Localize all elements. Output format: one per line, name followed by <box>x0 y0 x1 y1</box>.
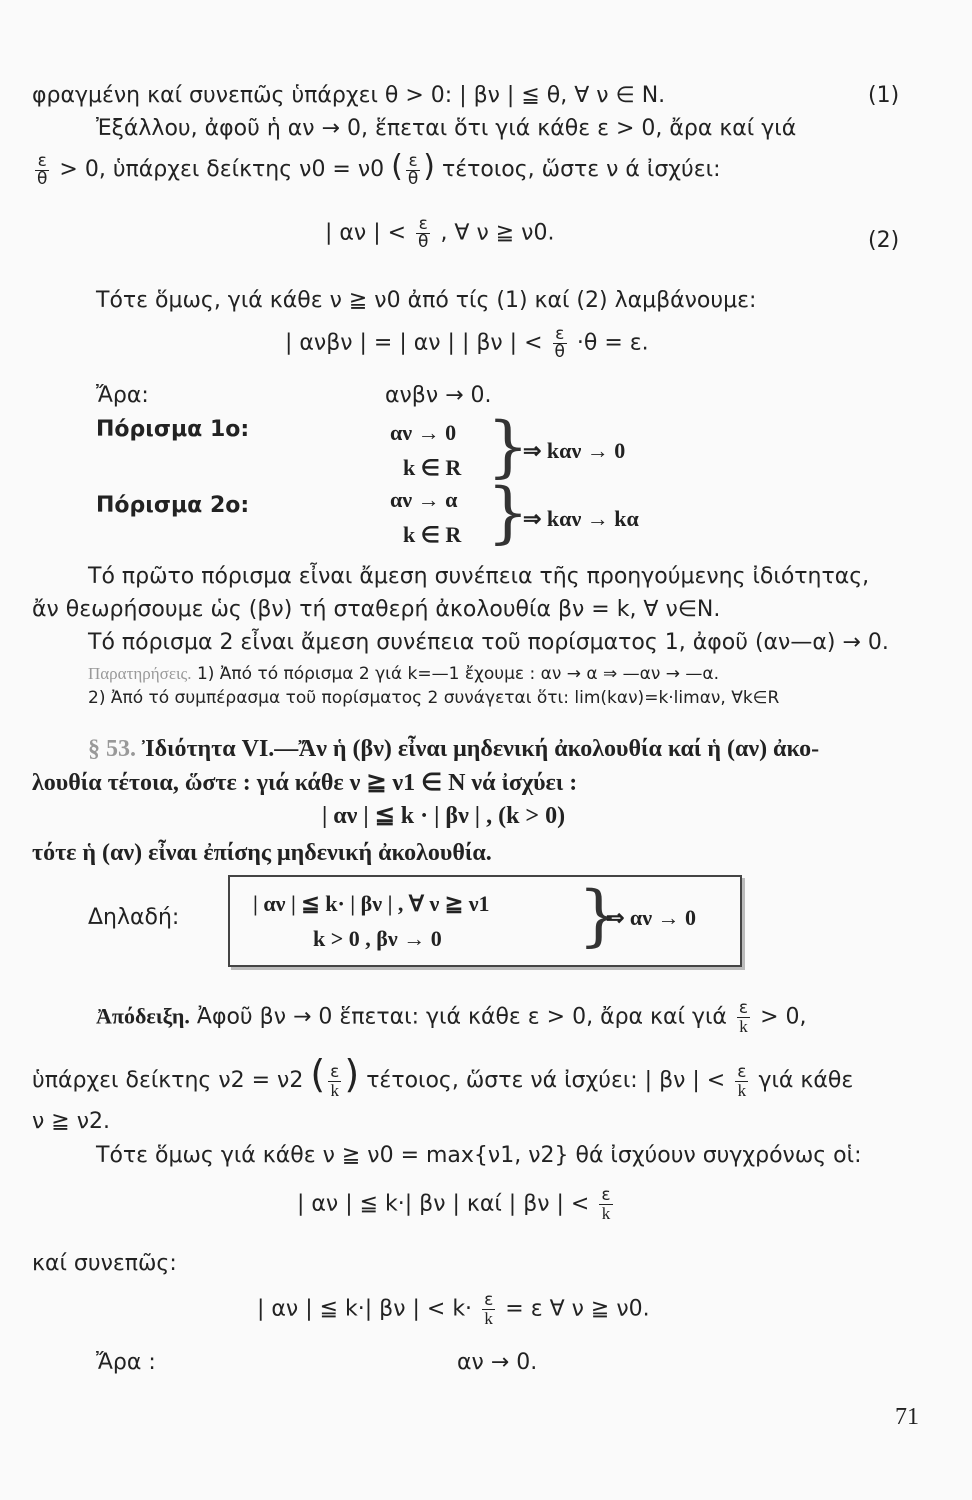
proof-line: ὑπάρχει δείκτης ν2 = ν2 ( $\frac{\varepsilon}{k}$ ) τέτοιος, ὥστε νά ἰσχύει: | βν | < $\frac{\varepsilon}{k}$ γιά κάθε <box>32 1052 854 1100</box>
corollary-1-premise: αν → 0 <box>390 420 457 445</box>
corollary-2-premise: k ∈ R <box>403 522 462 547</box>
fraction: $\frac{\varepsilon}{\theta}$ <box>407 150 419 189</box>
proof-line: καί συνεπῶς: <box>32 1251 177 1276</box>
proof-line: | αν | ≦ k·| βν | < k· $\frac{\varepsilon}{k}$ = ε ∀ ν ≧ ν0. <box>257 1290 650 1328</box>
box-premise: k > 0 , βν → 0 <box>313 926 442 951</box>
proof-line: ν ≧ ν2. <box>32 1109 110 1134</box>
text-line: Τότε ὅμως, γιά κάθε ν ≧ ν0 ἀπό τίς (1) καί (2) λαμβάνουμε: <box>96 288 757 313</box>
text-line: Τό πόρισμα 2 εἶναι ἄμεση συνέπεια τοῦ πορίσματος 1, ἀφοῦ (αν—α) → 0. <box>88 630 889 655</box>
corollary-1-label: Πόρισμα 1ο: <box>96 417 250 442</box>
observation-line: 2) Ἀπό τό συμπέρασμα τοῦ πορίσματος 2 συνάγεται ὅτι: lim(kαν)=k·limαν, ∀k∈R <box>88 688 780 708</box>
dilad-label: Δηλαδή: <box>88 905 180 930</box>
text-line: Τό πρῶτο πόρισμα εἶναι ἄμεση συνέπεια τῆς προηγούμενης ἰδιότητας, <box>88 564 870 589</box>
section-heading: § 53. Ἰδιότητα VI.—Ἄν ἡ (βν) εἶναι μηδενική ἀκολουθία καί ἡ (αν) ἀκο- <box>88 736 820 762</box>
section-condition: | αν | ≦ k · | βν | , (k > 0) <box>322 803 566 829</box>
text-line: Ἐξάλλου, ἀφοῦ ἡ αν → 0, ἕπεται ὅτι γιά κάθε ε > 0, ἄρα καί γιά <box>96 116 797 141</box>
text-line: φραγμένη καί συνεπῶς ὑπάρχει θ > 0: | βν | ≦ θ, ∀ ν ∈ N. <box>32 83 666 108</box>
fraction: $\frac{\varepsilon}{k}$ <box>601 1185 611 1223</box>
page-number: 71 <box>895 1404 919 1430</box>
observation-line: Παρατηρήσεις. 1) Ἀπό τό πόρισμα 2 γιά k=—1 ἔχουμε : αν → α ⇒ —αν → —α. <box>88 664 719 684</box>
corollary-2-premise: αν → α <box>390 487 458 512</box>
right-brace: } <box>578 877 620 954</box>
text-line: | αν | < $\frac{\varepsilon}{\theta}$ , ∀ ν ≧ ν0. <box>325 214 555 252</box>
equation-number: (2) <box>868 228 900 253</box>
fraction: $\frac{\varepsilon}{\theta}$ <box>37 150 48 189</box>
section-text: τότε ἡ (αν) εἶναι ἐπίσης μηδενική ἀκολουθία. <box>32 840 492 866</box>
ara-label: Ἄρα: <box>96 383 149 408</box>
corollary-2-label: Πόρισμα 2ο: <box>96 493 250 518</box>
corollary-1-premise: k ∈ R <box>403 455 462 480</box>
ara-expression: ανβν → 0. <box>385 383 492 408</box>
fraction: $\frac{\varepsilon}{\theta}$ <box>418 214 429 252</box>
fraction: $\frac{\varepsilon}{k}$ <box>737 1061 747 1100</box>
section-text: λουθία τέτοια, ὥστε : γιά κάθε ν ≧ ν1 ∈ N νά ἰσχύει : <box>32 770 578 796</box>
corollary-1-result: ⇒ kαν → 0 <box>523 438 626 463</box>
fraction: $\frac{\varepsilon}{k}$ <box>330 1061 340 1100</box>
fraction: $\frac{\varepsilon}{\theta}$ <box>554 324 565 362</box>
fraction: $\frac{\varepsilon}{k}$ <box>484 1290 494 1328</box>
text-line: $\frac{\varepsilon}{\theta}$ > 0, ὑπάρχει δείκτης ν0 = ν0 ( $\frac{\varepsilon}{\theta}$ ) τέτοιος, ὥστε ν ά ἰσχύει: <box>37 149 721 189</box>
box-result: ⇒ αν → 0 <box>606 905 697 930</box>
text-line: ἄν θεωρήσουμε ὡς (βν) τή σταθερή ἀκολουθία βν = k, ∀ ν∈N. <box>32 597 721 622</box>
ara-expression: αν → 0. <box>457 1350 538 1375</box>
box-premise: | αν | ≦ k· | βν | , ∀ ν ≧ ν1 <box>253 891 490 916</box>
right-brace: } <box>487 408 529 485</box>
fraction: $\frac{\varepsilon}{k}$ <box>738 998 749 1036</box>
text-line: | ανβν | = | αν | | βν | < $\frac{\varepsilon}{\theta}$ ·θ = ε. <box>285 324 649 362</box>
ara-label: Ἄρα : <box>96 1350 156 1375</box>
proof-line: Τότε ὅμως γιά κάθε ν ≧ ν0 = max{ν1, ν2} θά ἰσχύουν συγχρόνως οἱ: <box>96 1143 862 1168</box>
proof-line: Ἀπόδειξη. Ἀφοῦ βν → 0 ἕπεται: γιά κάθε ε > 0, ἄρα καί γιά $\frac{\varepsilon}{k}$ > 0, <box>96 998 807 1036</box>
right-brace: } <box>487 474 529 551</box>
proof-line: | αν | ≦ k·| βν | καί | βν | < $\frac{\varepsilon}{k}$ <box>297 1185 611 1223</box>
corollary-2-result: ⇒ kαν → kα <box>523 506 639 531</box>
equation-number: (1) <box>868 83 900 108</box>
